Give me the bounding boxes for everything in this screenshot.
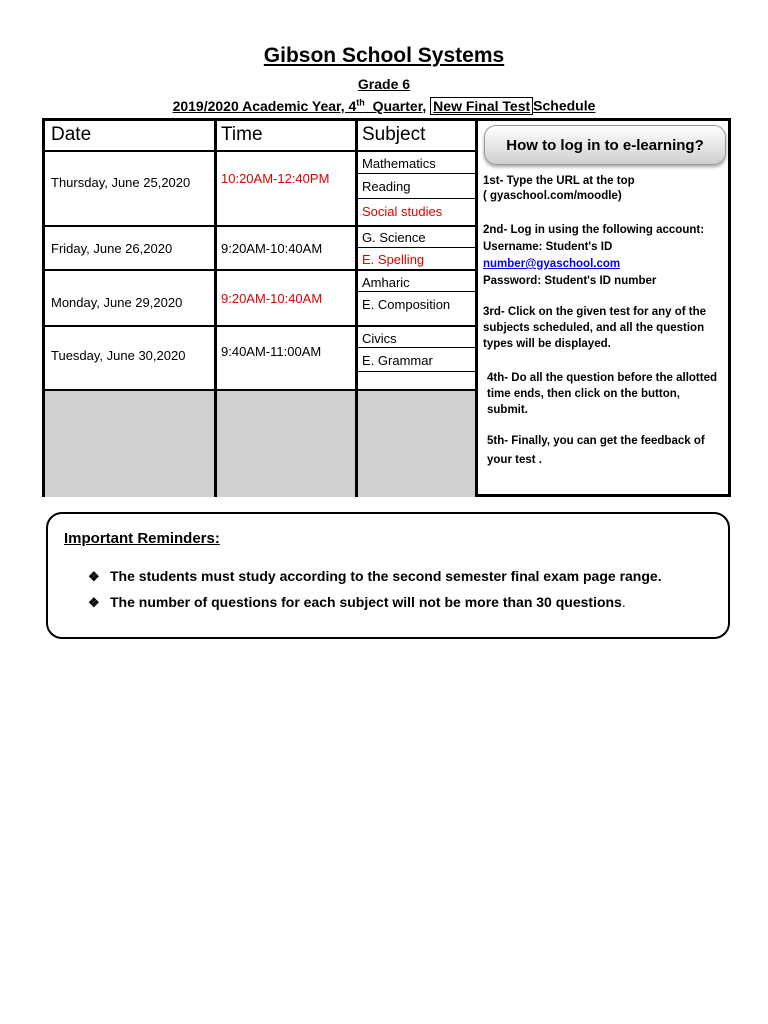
row4-subject1: Civics — [362, 331, 397, 346]
subject-divider — [358, 347, 475, 348]
subject-divider — [358, 173, 475, 174]
step4-text: 4th- Do all the question before the allotted time ends, then click on the button, submit. — [487, 372, 718, 416]
diamond-bullet-icon: ❖ — [88, 569, 100, 584]
schedule-word: Schedule — [533, 97, 596, 114]
row-divider — [45, 389, 477, 391]
subject-divider — [358, 198, 475, 199]
step1-url: ( gyaschool.com/moodle) — [483, 190, 622, 202]
row2-subject2: E. Spelling — [362, 252, 425, 267]
important-reminders-box — [46, 512, 730, 639]
row3-subject1: Amharic — [362, 275, 410, 290]
diamond-bullet-icon: ❖ — [88, 595, 100, 610]
row-divider — [45, 325, 477, 327]
row1-time: 10:20AM-12:40PM — [221, 171, 330, 186]
reminder-text-2: The number of questions for each subject will not be more than 30 questions — [110, 594, 622, 610]
col-divider — [475, 121, 478, 494]
elearning-login-button[interactable]: How to log in to e-learning? — [484, 125, 726, 165]
header-subject: Subject — [362, 124, 426, 145]
document-title: Gibson School Systems — [263, 44, 505, 67]
row-divider — [45, 150, 477, 152]
step5-text: 5th- Finally, you can get the feedback of your test . — [487, 435, 705, 466]
row-divider — [45, 269, 477, 271]
header-date: Date — [51, 124, 92, 145]
row2-subject1: G. Science — [362, 230, 426, 245]
empty-cell-subject — [358, 391, 475, 497]
row1-subject2: Reading — [362, 179, 411, 194]
subject-divider — [358, 247, 475, 248]
schedule-subtitle — [0, 97, 768, 114]
row4-subject2: E. Grammar — [362, 353, 433, 368]
row2-date: Friday, June 26,2020 — [51, 241, 173, 256]
col-divider — [355, 121, 358, 494]
password-text: Password: Student's ID number — [483, 275, 657, 287]
quarter-label: Quarter, — [372, 97, 427, 114]
boxed-title: New Final Test — [430, 97, 533, 115]
empty-cell-date — [45, 391, 214, 497]
header-time: Time — [221, 124, 263, 145]
academic-year: 2019/2020 Academic Year, 4 — [172, 97, 357, 114]
row1-subject1: Mathematics — [362, 156, 436, 171]
reminder-text-1: The students must study according to the second semester final exam page range. — [110, 568, 662, 584]
step2-text: 2nd- Log in using the following account: — [483, 224, 705, 236]
row-divider — [45, 225, 477, 227]
username-text: Username: Student's ID — [483, 241, 613, 253]
row3-subject2: E. Composition — [362, 297, 451, 312]
step1-text: 1st- Type the URL at the top — [483, 175, 635, 187]
schedule-table — [42, 118, 731, 497]
subject-divider — [358, 291, 475, 292]
reminder-item-2 — [88, 594, 626, 611]
reminder-text-2-end: . — [621, 594, 626, 610]
row4-date: Tuesday, June 30,2020 — [51, 348, 186, 363]
row2-time: 9:20AM-10:40AM — [221, 241, 323, 256]
grade-label: Grade 6 — [357, 76, 411, 92]
row3-date: Monday, June 29,2020 — [51, 295, 183, 310]
row1-date: Thursday, June 25,2020 — [51, 175, 191, 190]
row3-time: 9:20AM-10:40AM — [221, 291, 323, 306]
row1-subject3: Social studies — [362, 204, 443, 219]
ordinal-suffix: th — [356, 97, 365, 107]
row4-time: 9:40AM-11:00AM — [221, 344, 322, 359]
empty-cell-time — [217, 391, 355, 497]
email-link[interactable]: number@gyaschool.com — [483, 258, 621, 270]
email-line — [483, 256, 723, 272]
step3-text: 3rd- Click on the given test for any of the subjects scheduled, and all the question types will be displayed. — [483, 306, 707, 350]
reminders-title: Important Reminders: — [64, 530, 220, 547]
subject-divider — [358, 371, 475, 372]
col-divider — [214, 121, 217, 494]
reminder-item-1 — [88, 568, 662, 585]
